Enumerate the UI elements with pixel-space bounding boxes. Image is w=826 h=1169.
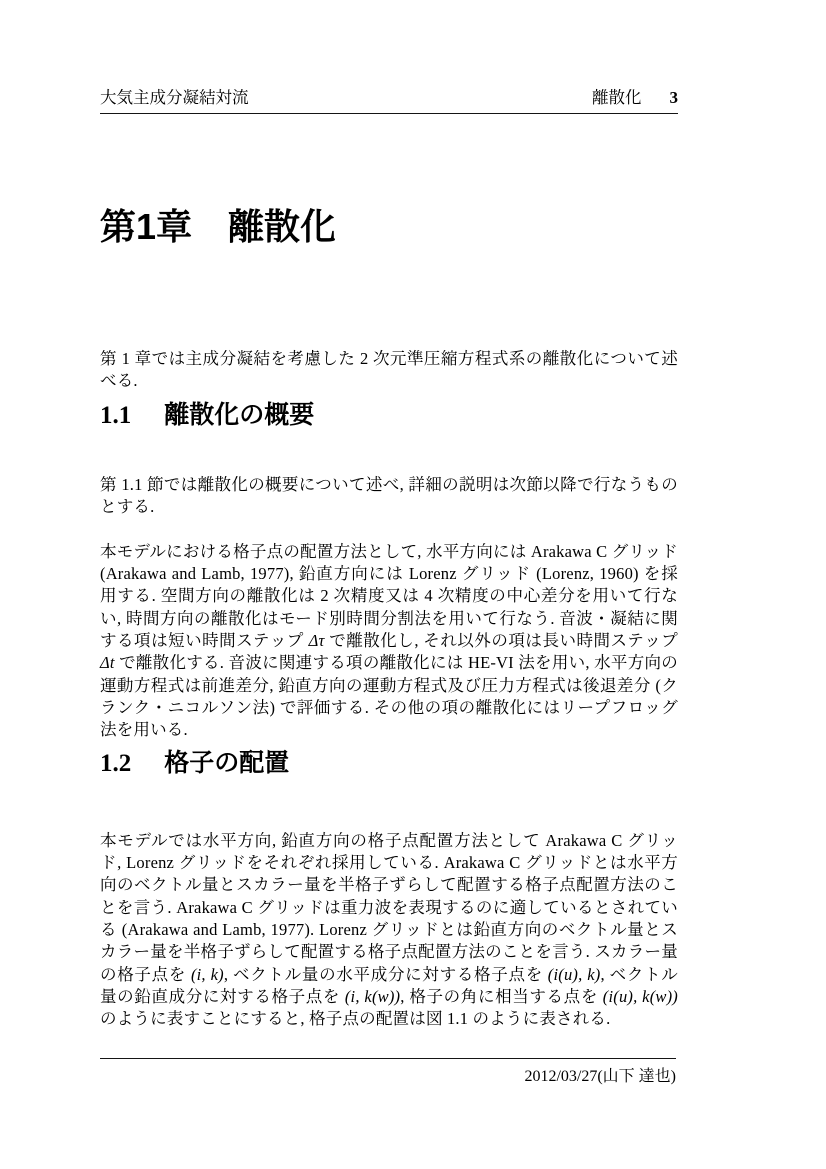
chapter-number: 第1章 <box>100 206 193 247</box>
section-1-2-title: 格子の配置 <box>164 749 290 777</box>
math-inline: (i, k(w)) <box>344 986 401 1006</box>
section-1-1-paragraph-2: 本モデルにおける格子点の配置方法として, 水平方向には Arakawa C グリッド (Arakawa and Lamb, 1977), 鉛直方向には Lorenz グリッド (Lorenz, 1960) を採用する. 空間方向の離散化は 2 次精度又は 4 次精度の中心差分を用いて行ない, 時間方向の離散化はモード別時間分割法を用いて行なう. 音波・凝結に関する項は短い時間ステップ Δτ で離散化し, それ以外の項は長い時間ステップ Δt で離散化する. 音波に関連する項の離散化には HE-VI 法を用い, 水平方向の運動方程式は前進差分, 鉛直方向の運動方程式及び圧力方程式は後退差分 (クランク・ニコルソン法) で評価する. その他の項の離散化にはリープフロッグ法を用いる. <box>100 541 678 740</box>
running-header <box>100 84 678 114</box>
section-1-2-paragraph-1: 本モデルでは水平方向, 鉛直方向の格子点配置方法として Arakawa C グリッド, Lorenz グリッドをそれぞれ採用している. Arakawa C グリッドとは水平方向のベクトル量とスカラー量を半格子ずらして配置する格子点配置方法のことを言う. Arakawa C グリッドは重力波を表現するのに適しているとされている (Arakawa and Lamb, 1977). Lorenz グリッドとは鉛直方向のベクトル量とスカラー量を半格子ずらして配置する格子点配置方法のことを言う. スカラー量の格子点を (i, k), ベクトル量の水平成分に対する格子点を (i(u), k), ベクトル量の鉛直成分に対する格子点を (i, k(w)), 格子の角に相当する点を (i(u), k(w)) のように表すことにすると, 格子点の配置は図 1.1 のように表される. <box>100 830 679 1029</box>
intro-paragraph: 第 1 章では主成分凝結を考慮した 2 次元準圧縮方程式系の離散化について述べる. <box>100 348 678 390</box>
section-1-1-heading <box>100 402 314 430</box>
section-1-2-number: 1.2 <box>100 750 132 777</box>
header-left-title: 大気主成分凝結対流 <box>100 89 249 107</box>
math-inline: Δt <box>100 653 115 673</box>
section-1-1-number: 1.1 <box>100 402 132 429</box>
header-page-number: 3 <box>669 88 678 107</box>
math-inline: Δτ <box>308 630 325 650</box>
math-inline: (i(u), k(w)) <box>602 986 678 1006</box>
header-right-group <box>592 84 678 108</box>
header-section-label: 離散化 <box>592 89 642 107</box>
math-inline: (i, k) <box>190 964 224 984</box>
math-inline: (i(u), k) <box>547 964 601 984</box>
footer-date-credit: 2012/03/27(山下 達也) <box>524 1068 676 1085</box>
chapter-heading <box>100 207 336 247</box>
chapter-title: 離散化 <box>228 206 337 247</box>
section-1-1-paragraph-1: 第 1.1 節では離散化の概要について述べ, 詳細の説明は次節以降で行なうものとする. <box>100 474 678 516</box>
footer-rule <box>100 1058 676 1059</box>
section-1-2-heading <box>100 750 289 778</box>
section-1-1-title: 離散化の概要 <box>164 401 315 429</box>
